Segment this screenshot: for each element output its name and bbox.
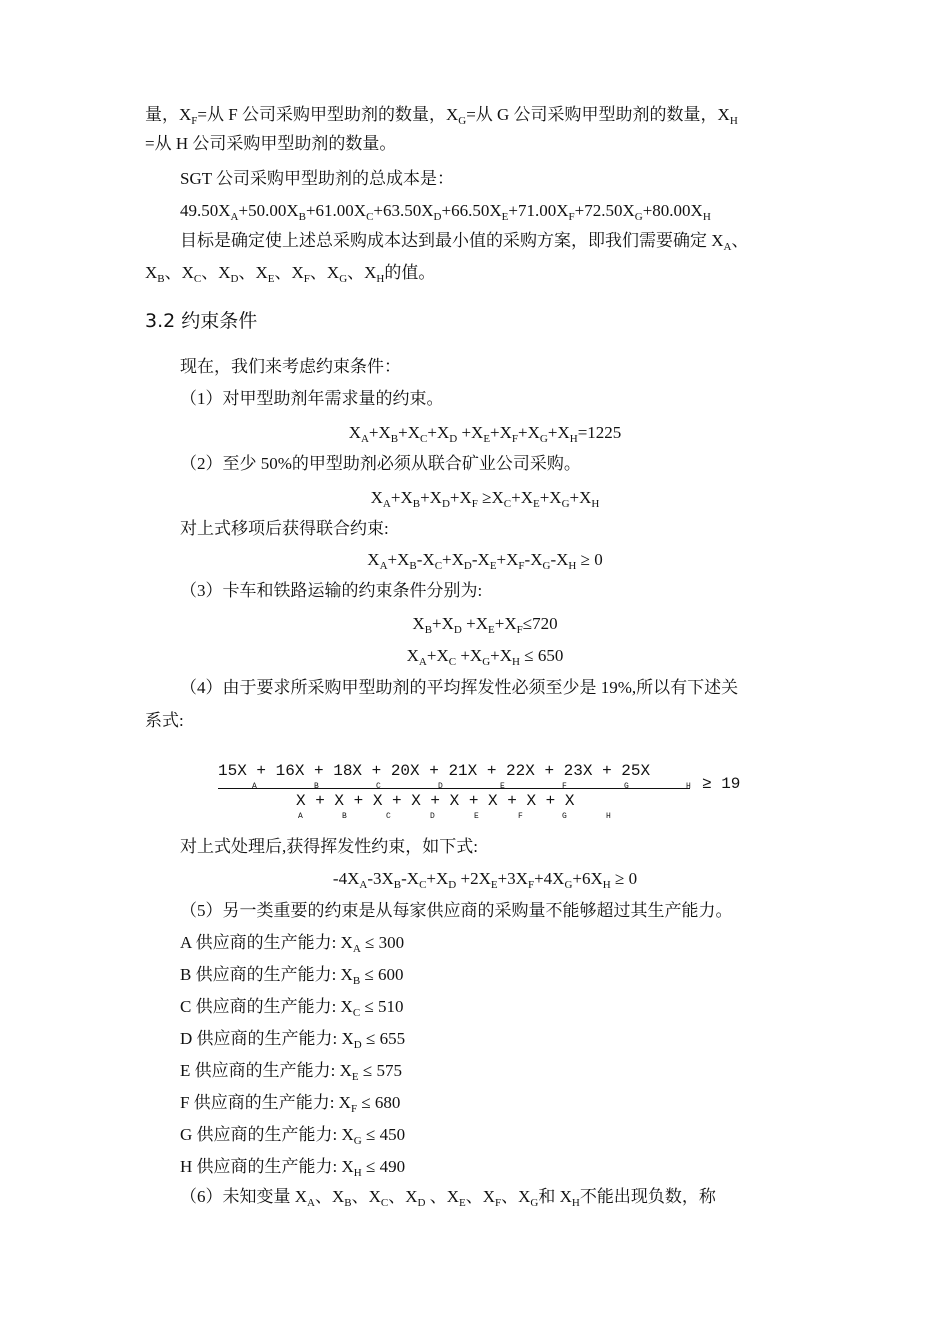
capacity-line-c [180,996,404,1018]
fraction-denominator: X + X + X + X + X + X + X + X [296,792,575,810]
subscript: C [420,433,428,445]
volatility-fraction [218,762,741,826]
subscript: C [352,1007,361,1019]
denominator-subscript: E [474,812,479,821]
text: =从 F 公司采购甲型助剂的数量，X [197,105,459,124]
subscript: D [463,560,472,572]
subscript: C [193,273,202,285]
formula-term: ≤ 650 [520,646,564,665]
goal-line-2 [145,262,435,284]
subscript: B [409,560,417,572]
formula-term: 、X [388,1187,418,1206]
formula-term: +50.00X [238,201,299,220]
subscript: B [157,273,165,285]
formula-term: X [406,646,419,665]
subscript: B [424,624,433,636]
formula-term: +X [427,423,450,442]
subscript: B [393,879,402,891]
subscript: F [495,1197,502,1209]
section-heading: 3.2 约束条件 [145,310,258,332]
formula-term: ≤ 680 [357,1093,401,1112]
formula-term: +X [547,423,570,442]
formula-term: +X [490,646,513,665]
subscript: H [353,1167,362,1179]
fraction-bar [218,788,690,789]
subscript: A [352,943,361,955]
formula-term: F 供应商的生产能力: X [180,1093,351,1112]
subscript: E [267,273,275,285]
subscript: F [471,498,478,510]
formula-term: +3X [497,869,528,888]
numerator-subscript: H [686,782,691,791]
formula-term: +X [539,488,562,507]
union-constraint-note: 对上式移项后获得联合约束: [180,519,389,538]
subscript: E [488,624,495,636]
formula-term: -X [401,869,420,888]
subscript: A [418,656,427,668]
text: =从 G 公司采购甲型助剂的数量，X [466,105,730,124]
formula-term: +4X [534,869,565,888]
subscript: G [542,560,551,572]
subscript: D [453,624,462,636]
formula-term: +X [490,423,512,442]
subscript: F [518,560,525,572]
formula-term: G 供应商的生产能力: X [180,1125,354,1144]
formula-term: 、X [347,263,377,282]
subscript: E [483,433,491,445]
formula-term: +X [420,488,442,507]
formula-term: 目标是确定使上述总采购成本达到最小值的采购方案，即我们需要确定 X [180,231,724,250]
subscript: C [434,560,443,572]
constraint-5-label: （5）另一类重要的约束是从每家供应商的采购量不能够超过其生产能力。 [180,901,733,920]
subscript: A [307,1197,315,1209]
subscript: F [303,273,310,285]
subscript: B [390,433,399,445]
variable-definition-line-2: =从 H 公司采购甲型助剂的数量。 [145,134,397,153]
formula-term: +6X [572,869,603,888]
subscript: G [339,273,348,285]
subscript: B [412,498,421,510]
formula-term: X [367,550,380,569]
formula-term: +X [390,488,413,507]
subscript: H [591,498,600,510]
formula-term: +X [432,614,454,633]
subscript: H [376,273,385,285]
formula-term: ≤ 575 [358,1061,402,1080]
subscript: H [512,656,520,668]
formula-term: +X [496,550,519,569]
capacity-line-d [180,1028,405,1050]
subscript: F [527,879,535,891]
subscript: A [382,498,391,510]
constraint-4-label-line-2: 系式: [145,711,184,730]
subscript: G [561,498,570,510]
capacity-line-g [180,1124,405,1146]
subscript: A [379,560,388,572]
subscript: G [458,115,467,127]
subscript: F [516,624,523,636]
formula-term: 不能出现负数，称 [579,1187,716,1206]
cost-formula [180,200,711,222]
formula-term: 、X [351,1187,381,1206]
subscript: G [353,1135,362,1147]
numerator-subscript: F [562,782,567,791]
capacity-line-f [180,1092,400,1114]
subscript: B [344,1197,352,1209]
denominator-subscript: G [562,812,567,821]
constraint-6-line [180,1186,716,1208]
subscript: G [482,656,491,668]
formula-term: H 供应商的生产能力: X [180,1157,354,1176]
formula-term: ≤ 300 [360,933,405,952]
formula-term: +66.50X [441,201,502,220]
formula-term: -X [550,550,569,569]
formula-term: ≤ 655 [361,1029,406,1048]
formula-term: -3X [367,869,394,888]
formula-term: +X [511,488,533,507]
formula-term: 的值。 [384,263,436,282]
subscript: C [419,879,427,891]
subscript: H [729,115,738,127]
constraint-2-label: （2）至少 50%的甲型助剂必须从联合矿业公司采购。 [180,454,581,473]
formula-term: B 供应商的生产能力: X [180,965,353,984]
formula-term: +X [426,646,449,665]
formula-term: +X [426,869,449,888]
formula-term: 49.50X [180,201,231,220]
constraint-3-label: （3）卡车和铁路运输的约束条件分别为: [180,581,483,600]
formula-term: +61.00X [305,201,367,220]
numerator-subscript: E [500,782,505,791]
formula-term: 、X [238,263,268,282]
formula-term: +X [456,646,483,665]
subscript: C [380,1197,389,1209]
formula-term: 、X [465,1187,496,1206]
formula-term: +X [457,423,484,442]
denominator-subscript: B [342,812,347,821]
constraint-4-label-line-1: （4）由于要求所采购甲型助剂的平均挥发性必须至少是 19%,所以有下述关 [180,678,739,697]
formula-term: 、X [164,263,194,282]
formula-term: +71.00X [508,201,569,220]
formula-term: ≥X [477,488,504,507]
formula-term: 、X [425,1187,459,1206]
formula-term: +80.00X [642,201,703,220]
formula-term: ≥ 0 [576,550,603,569]
union-constraint-formula [0,487,950,509]
subscript: G [530,1197,539,1209]
subscript: A [230,211,239,223]
variable-definition-line-1 [145,104,738,126]
denominator-subscript: H [606,812,611,821]
volatility-note: 对上式处理后,获得挥发性约束，如下式: [180,837,478,856]
formula-term: C 供应商的生产能力: X [180,997,353,1016]
formula-term: X [412,614,425,633]
formula-term: ≤ 510 [360,997,404,1016]
numerator-subscript: G [624,782,629,791]
union-constraint-formula-2 [0,549,950,571]
subscript: E [459,1197,466,1209]
formula-term: X [348,423,361,442]
subscript: F [568,211,575,223]
formula-term: （6）未知变量 X [180,1187,308,1206]
denominator-subscript: A [298,812,303,821]
formula-term: 、X [274,263,304,282]
formula-term: +72.50X [574,201,635,220]
truck-constraint-formula [0,613,950,635]
volatility-constraint-formula [0,868,950,890]
numerator-subscript: A [252,782,257,791]
constraint-1-label: （1）对甲型助剂年需求量的约束。 [180,389,444,408]
formula-term: -X [471,550,490,569]
capacity-line-h [180,1156,405,1178]
subscript: H [702,211,711,223]
formula-term: ≤720 [522,614,558,633]
fraction-relation: ≥ 19 [702,775,741,793]
formula-term: 、X [501,1187,531,1206]
formula-term: 、X [309,263,340,282]
numerator-subscript: C [376,782,381,791]
subscript: G [539,433,548,445]
subscript: H [568,560,577,572]
subscript: H [571,1197,580,1209]
subscript: F [350,1103,358,1115]
denominator-subscript: F [518,812,523,821]
capacity-line-b [180,964,404,986]
goal-line-1 [180,230,748,252]
subscript: D [448,879,457,891]
formula-term: ≤ 600 [360,965,404,984]
subscript: H [602,879,611,891]
formula-term: +X [368,423,391,442]
formula-term: -X [416,550,435,569]
subscript: C [448,656,457,668]
subscript: F [511,433,519,445]
formula-term: ≤ 490 [361,1157,406,1176]
subscript: G [634,211,643,223]
subscript: B [352,975,361,987]
subscript: D [441,498,450,510]
subscript: A [360,433,369,445]
formula-term: 、X [314,1187,345,1206]
constraints-intro: 现在，我们来考虑约束条件： [180,357,401,376]
subscript: C [366,211,374,223]
formula-term: +X [494,614,517,633]
formula-term: 和 X [538,1187,572,1206]
subscript: D [353,1039,362,1051]
formula-term: -4X [332,869,360,888]
fraction-numerator: 15X + 16X + 18X + 20X + 21X + 22X + 23X + 25X [218,762,651,780]
subscript: E [490,879,498,891]
formula-term: +63.50X [373,201,434,220]
subscript: D [230,273,239,285]
subscript: E [351,1071,359,1083]
formula-term: -X [524,550,543,569]
formula-term: A 供应商的生产能力: X [180,933,353,952]
capacity-line-a [180,932,404,954]
subscript: E [501,211,509,223]
subscript: F [191,115,198,127]
subscript: E [489,560,497,572]
subscript: A [723,241,732,253]
numerator-subscript: B [314,782,319,791]
formula-term: +X [442,550,464,569]
subscript: B [298,211,306,223]
formula-term: =1225 [577,423,622,442]
demand-constraint-formula [0,422,950,444]
formula-term: 、 [731,231,749,250]
subscript: C [503,498,512,510]
subscript: G [564,879,573,891]
subscript: A [359,879,368,891]
formula-term: +X [449,488,472,507]
formula-term: +X [387,550,410,569]
formula-term: X [370,488,383,507]
formula-term: E 供应商的生产能力: X [180,1061,352,1080]
formula-term: +2X [456,869,491,888]
rail-constraint-formula [0,645,950,667]
formula-term: D 供应商的生产能力: X [180,1029,354,1048]
formula-term: +X [518,423,540,442]
formula-term: +X [398,423,421,442]
formula-term: ≥ 0 [610,869,638,888]
denominator-subscript: C [386,812,391,821]
subscript: H [569,433,578,445]
formula-term: X [145,263,158,282]
subscript: D [417,1197,426,1209]
cost-intro: SGT 公司采购甲型助剂的总成本是： [180,169,455,188]
denominator-subscript: D [430,812,435,821]
formula-term: ≤ 450 [361,1125,406,1144]
subscript: D [433,211,442,223]
formula-term: +X [461,614,488,633]
capacity-line-e [180,1060,402,1082]
numerator-subscript: D [438,782,443,791]
text: 量，X [145,105,192,124]
subscript: E [532,498,540,510]
subscript: D [449,433,458,445]
formula-term: 、X [201,263,231,282]
formula-term: +X [569,488,592,507]
